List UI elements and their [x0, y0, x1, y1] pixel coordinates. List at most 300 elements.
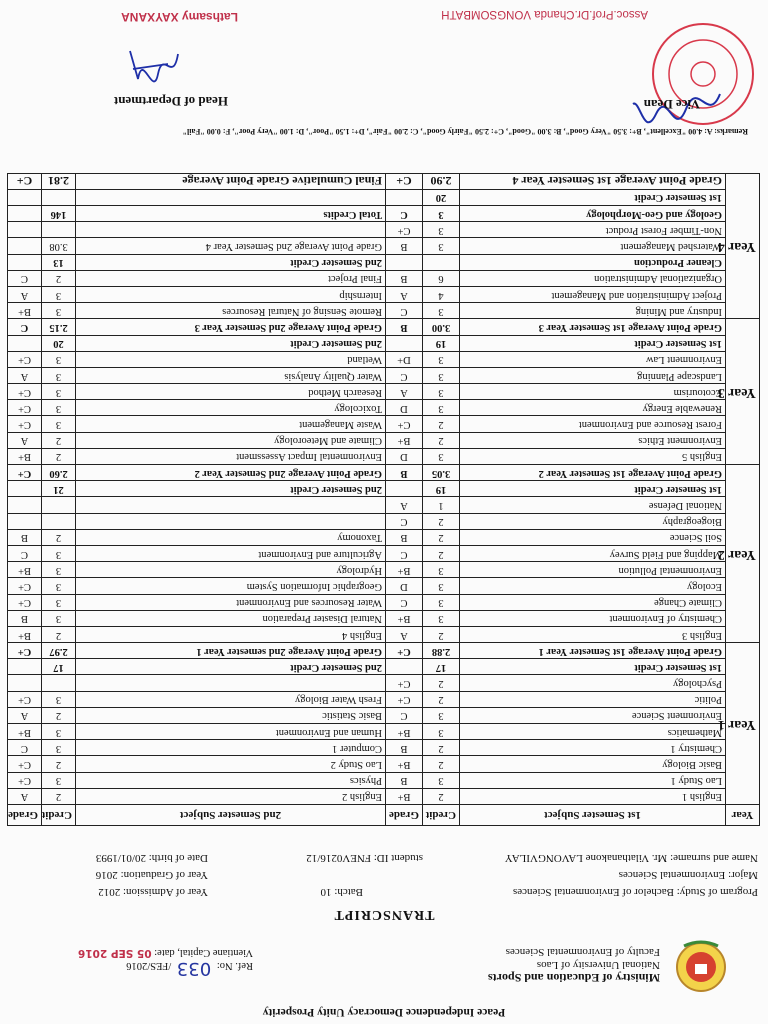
sem2-subject: Human and Environment — [76, 724, 386, 740]
sem1-credit: 3 — [423, 351, 460, 367]
gpa-sem2-credit: 2.81 — [42, 173, 76, 189]
national-motto: Peace Independence Democracy Unity Prosperity — [262, 1006, 506, 1018]
gpa-sem1-subject: Grade Point Average 1st Semester Year 3 — [460, 319, 726, 335]
sem2-grade: A — [8, 707, 42, 723]
vice-dean-name: Assoc.Prof.Dr.Chanda VONGSOMBATH — [441, 8, 648, 20]
table-row — [8, 756, 760, 772]
sem1-credit: 3 — [423, 367, 460, 383]
sem1-subject: English 3 — [460, 626, 726, 642]
sem2-subject: Geographic Information System — [76, 578, 386, 594]
sem2-credit: 2 — [42, 529, 76, 545]
sem1-subject: Landscape Planning — [460, 367, 726, 383]
sem1-subject: Geology and Geo-Morphology — [460, 206, 726, 222]
table-row — [8, 562, 760, 578]
sem2-credit: 3 — [42, 287, 76, 303]
sem2-subject: Internship — [76, 287, 386, 303]
sem1-grade: A — [386, 287, 423, 303]
sem1-subject: Environment Ethics — [460, 432, 726, 448]
gpa-row — [8, 465, 760, 481]
sem2-grade — [8, 238, 42, 254]
sem1-subject: Environmental Pollution — [460, 562, 726, 578]
year-label: Year 1 — [726, 643, 760, 805]
sem1-subject: Mathematics — [460, 724, 726, 740]
head-of-department-label: Head of Department — [113, 94, 228, 109]
sem2-grade — [8, 222, 42, 238]
sem2-grade: C+ — [8, 772, 42, 788]
sem2-grade — [8, 497, 42, 513]
table-row — [8, 691, 760, 707]
table-row — [8, 707, 760, 723]
table-row — [8, 610, 760, 626]
sem1-grade: C — [386, 513, 423, 529]
sem1-credit: 3 — [423, 610, 460, 626]
sem1-grade: C — [386, 594, 423, 610]
year-label: Year 2 — [726, 465, 760, 643]
program-of-study: Program of Study: Bachelor of Environmental Sciences — [513, 886, 758, 898]
sem2-grade: C+ — [8, 691, 42, 707]
year-label: Year 4 — [726, 173, 760, 319]
sem2-credit: 20 — [42, 335, 76, 351]
sem2-credit: 3 — [42, 303, 76, 319]
sem1-credit: 6 — [423, 270, 460, 286]
gpa-row — [8, 319, 760, 335]
sem1-subject: English 1 — [460, 788, 726, 804]
sem1-credit: 2 — [423, 675, 460, 691]
head-signature-icon — [118, 44, 188, 89]
sem1-grade: C+ — [386, 691, 423, 707]
sem2-grade: C+ — [8, 594, 42, 610]
col-header-sem1-grade: Grade — [386, 805, 423, 826]
sem2-credit — [42, 189, 76, 205]
sem2-grade: C+ — [8, 400, 42, 416]
ref-number: 033 — [176, 958, 212, 979]
university-emblem-icon — [670, 936, 732, 994]
sem2-credit: 2 — [42, 756, 76, 772]
sem1-grade: D+ — [386, 351, 423, 367]
sem1-grade: A — [386, 384, 423, 400]
sem2-subject: Research Method — [76, 384, 386, 400]
sem1-subject: National Defense — [460, 497, 726, 513]
ministry-name: Ministry of Education and Sports — [487, 971, 660, 985]
sem1-grade: B — [386, 270, 423, 286]
major: Major: Environmental Sciences — [618, 869, 758, 881]
sem2-subject: Climate and Meteorology — [76, 432, 386, 448]
sem2-grade — [8, 254, 42, 270]
table-row — [8, 481, 760, 497]
sem2-subject: Computer 1 — [76, 740, 386, 756]
sem1-grade: C — [386, 206, 423, 222]
gpa-sem1-subject: Grade Point Average 1st Semester Year 1 — [460, 643, 726, 659]
gpa-row — [8, 643, 760, 659]
sem1-subject: Non-Timber Forest Product — [460, 222, 726, 238]
sem2-grade: C+ — [8, 756, 42, 772]
sem1-subject: Industry and Mining — [460, 303, 726, 319]
sem1-credit: 3 — [423, 303, 460, 319]
sem2-grade: C+ — [8, 384, 42, 400]
table-row — [8, 724, 760, 740]
table-row — [8, 546, 760, 562]
sem2-grade: B+ — [8, 724, 42, 740]
sem1-subject: Politic — [460, 691, 726, 707]
sem1-grade: D — [386, 448, 423, 464]
sem2-grade: C — [8, 740, 42, 756]
sem1-credit: 3 — [423, 384, 460, 400]
sem1-grade: C+ — [386, 416, 423, 432]
gpa-sem1-grade: C+ — [386, 173, 423, 189]
sem2-subject: Remote Sensing of Natural Resources — [76, 303, 386, 319]
sem2-grade — [8, 189, 42, 205]
gpa-sem2-subject: Grade Point Average 2nd Semester Year 2 — [76, 465, 386, 481]
sem1-subject: Renewable Energy — [460, 400, 726, 416]
ref-suffix: /FES/2016 — [126, 960, 172, 971]
sem1-credit: 3 — [423, 206, 460, 222]
ref-label: Ref. No: — [216, 960, 253, 971]
sem1-grade: C — [386, 546, 423, 562]
sem2-grade: C+ — [8, 351, 42, 367]
table-row — [8, 384, 760, 400]
year-of-admission: Year of Admission: 2012 — [98, 886, 208, 898]
table-row — [8, 400, 760, 416]
sem2-grade: C — [8, 546, 42, 562]
col-header-sem2-grade: Grade — [8, 805, 42, 826]
table-row — [8, 222, 760, 238]
sem1-credit: 17 — [423, 659, 460, 675]
sem2-credit: 3 — [42, 400, 76, 416]
sem1-subject: Psychology — [460, 675, 726, 691]
gpa-sem2-subject: Final Cumulative Grade Point Average — [76, 173, 386, 189]
sem1-subject: Lao Study 1 — [460, 772, 726, 788]
year-label: Year 3 — [726, 319, 760, 465]
sem1-credit: 19 — [423, 335, 460, 351]
sem2-credit: 13 — [42, 254, 76, 270]
page-title: TRANSCRIPT — [333, 907, 435, 922]
sem2-credit: 21 — [42, 481, 76, 497]
gpa-sem2-subject: Grade Point Average 2nd Semester Year 3 — [76, 319, 386, 335]
sem2-subject: Natural Disaster Preparation — [76, 610, 386, 626]
gpa-sem1-subject: Grade Point Average 1st Semester Year 2 — [460, 465, 726, 481]
institution-block — [488, 945, 660, 984]
sem1-subject: Organizational Administration — [460, 270, 726, 286]
gpa-sem1-credit: 2.88 — [423, 643, 460, 659]
sem1-subject: Cleaner Production — [460, 254, 726, 270]
gpa-sem2-grade: C+ — [8, 173, 42, 189]
table-row — [8, 270, 760, 286]
sem2-subject: Hydrology — [76, 562, 386, 578]
date-stamp: 05 SEP 2016 — [78, 947, 152, 959]
sem1-grade: C+ — [386, 675, 423, 691]
gpa-sem2-credit: 2.60 — [42, 465, 76, 481]
sem2-grade: A — [8, 367, 42, 383]
sem2-subject: Environmental Impact Assessment — [76, 448, 386, 464]
sem2-credit: 3 — [42, 740, 76, 756]
gpa-sem2-credit: 2.15 — [42, 319, 76, 335]
sem1-grade: B+ — [386, 756, 423, 772]
sem1-subject: English 5 — [460, 448, 726, 464]
col-header-sem2-subject: 2nd Semester Subject — [76, 805, 386, 826]
sem2-grade: B — [8, 610, 42, 626]
sem1-grade: B+ — [386, 724, 423, 740]
sem1-subject: Ecotourism — [460, 384, 726, 400]
table-row — [8, 772, 760, 788]
sem1-grade: B+ — [386, 432, 423, 448]
sem2-grade — [8, 206, 42, 222]
table-row — [8, 788, 760, 804]
table-row — [8, 189, 760, 205]
sem1-grade: B+ — [386, 610, 423, 626]
sem2-grade: A — [8, 432, 42, 448]
grades-table — [7, 173, 760, 826]
sem1-credit — [423, 254, 460, 270]
sem1-credit: 3 — [423, 578, 460, 594]
gpa-sem2-grade: C+ — [8, 465, 42, 481]
sem2-grade — [8, 675, 42, 691]
sem2-grade — [8, 659, 42, 675]
place-date-label: Vientiane Capital, date: — [154, 947, 253, 958]
sem1-subject: Project Administration and Management — [460, 287, 726, 303]
sem1-credit: 3 — [423, 222, 460, 238]
sem2-subject: Fresh Water Biology — [76, 691, 386, 707]
sem1-grade — [386, 335, 423, 351]
batch: Batch: 10 — [320, 886, 363, 898]
sem1-credit: 2 — [423, 546, 460, 562]
sem1-credit: 3 — [423, 562, 460, 578]
table-row — [8, 626, 760, 642]
sem2-credit: 3.08 — [42, 238, 76, 254]
sem2-credit: 2 — [42, 270, 76, 286]
table-row — [8, 238, 760, 254]
sem2-subject: Lao Study 2 — [76, 756, 386, 772]
sem1-subject: Forest Resource and Environment — [460, 416, 726, 432]
sem2-credit — [42, 675, 76, 691]
sem1-credit: 2 — [423, 529, 460, 545]
sem2-credit: 2 — [42, 788, 76, 804]
sem2-credit: 3 — [42, 610, 76, 626]
sem2-subject: Wetland — [76, 351, 386, 367]
sem2-credit: 3 — [42, 562, 76, 578]
sem2-subject — [76, 222, 386, 238]
sem1-subject: Climate Change — [460, 594, 726, 610]
sem2-subject: 2nd Semester Credit — [76, 481, 386, 497]
sem2-credit: 3 — [42, 594, 76, 610]
table-row — [8, 303, 760, 319]
gpa-sem1-grade: B — [386, 319, 423, 335]
sem2-credit: 3 — [42, 416, 76, 432]
col-header-sem1-credit: Credit — [423, 805, 460, 826]
sem2-subject: Basic Statistic — [76, 707, 386, 723]
faculty-name: Faculty of Environmental Sciences — [505, 946, 660, 958]
gpa-sem1-credit: 3.00 — [423, 319, 460, 335]
sem1-grade: B+ — [386, 788, 423, 804]
table-row — [8, 448, 760, 464]
table-row — [8, 206, 760, 222]
sem1-grade: B — [386, 529, 423, 545]
sem2-grade: C+ — [8, 416, 42, 432]
sem1-subject: Biogeography — [460, 513, 726, 529]
col-header-sem1-subject: 1st Semester Subject — [460, 805, 726, 826]
vice-dean-label: Vice Dean — [643, 97, 700, 112]
sem2-subject: Grade Point Average 2nd Semester Year 4 — [76, 238, 386, 254]
sem1-credit: 3 — [423, 594, 460, 610]
sem1-credit: 2 — [423, 788, 460, 804]
sem2-grade: B+ — [8, 448, 42, 464]
sem2-credit: 3 — [42, 691, 76, 707]
sem2-credit: 3 — [42, 546, 76, 562]
grades-table-container — [8, 138, 760, 826]
sem2-credit — [42, 497, 76, 513]
sem2-subject: 2nd Semester Credit — [76, 335, 386, 351]
sem2-subject: Water Resources and Environment — [76, 594, 386, 610]
sem2-subject: English 4 — [76, 626, 386, 642]
sem2-subject: Water Quality Analysis — [76, 367, 386, 383]
table-row — [8, 578, 760, 594]
table-row — [8, 659, 760, 675]
table-header-row — [8, 805, 760, 826]
sem1-subject: 1st Semester Credit — [460, 659, 726, 675]
table-row — [8, 529, 760, 545]
student-name: Name and surname: Mr. Vilathanakone LAVONGVILAY — [504, 852, 758, 864]
sem1-grade — [386, 481, 423, 497]
gpa-sem2-credit: 2.97 — [42, 643, 76, 659]
sem2-subject — [76, 497, 386, 513]
sem2-credit — [42, 513, 76, 529]
sem2-subject: Waste Management — [76, 416, 386, 432]
sem1-grade: C+ — [386, 222, 423, 238]
sem1-subject: Environment Science — [460, 707, 726, 723]
date-of-birth: Date of birth: 20/01/1993 — [95, 852, 208, 864]
gpa-sem2-subject: Grade Point Average 2nd semester Year 1 — [76, 643, 386, 659]
sem1-credit: 3 — [423, 400, 460, 416]
sem2-subject — [76, 675, 386, 691]
sem1-subject: 1st Semester Credit — [460, 335, 726, 351]
sem1-credit: 2 — [423, 756, 460, 772]
sem1-grade — [386, 659, 423, 675]
sem1-credit: 2 — [423, 740, 460, 756]
sem2-credit: 3 — [42, 772, 76, 788]
sem1-credit: 3 — [423, 772, 460, 788]
sem1-grade: A — [386, 497, 423, 513]
grading-remarks: Remarks: A: 4.00 "Excellent", B+: 3.50 "Very Good", B: 3.00 "Good", C+: 2.50 "Fairly Good", C: 2.00 "Fair", D+: 1.50 "Poor", D: 1.00 "Very Poor", F: 0.00 "Fail" — [182, 127, 748, 136]
sem2-credit: 17 — [42, 659, 76, 675]
gpa-sem1-grade: B — [386, 465, 423, 481]
sem2-credit: 3 — [42, 578, 76, 594]
sem2-credit: 146 — [42, 206, 76, 222]
sem2-credit: 3 — [42, 351, 76, 367]
table-row — [8, 335, 760, 351]
head-name: Lathsamy XAYXANA — [121, 10, 238, 24]
sem2-credit — [42, 222, 76, 238]
sem1-credit: 1 — [423, 497, 460, 513]
sem2-credit: 2 — [42, 432, 76, 448]
sem2-subject: Final Project — [76, 270, 386, 286]
sem2-subject — [76, 513, 386, 529]
sem1-grade: D — [386, 400, 423, 416]
sem1-credit: 20 — [423, 189, 460, 205]
sem1-grade: B+ — [386, 562, 423, 578]
gpa-sem1-subject: Grade Point Average 1st Semester Year 4 — [460, 173, 726, 189]
sem1-grade: C — [386, 303, 423, 319]
sem1-subject: Basic Biology — [460, 756, 726, 772]
sem2-subject: 2nd Semester Credit — [76, 254, 386, 270]
sem1-subject: Soil Science — [460, 529, 726, 545]
table-row — [8, 513, 760, 529]
sem1-credit: 3 — [423, 707, 460, 723]
sem1-credit: 3 — [423, 724, 460, 740]
table-row — [8, 497, 760, 513]
grades-body — [8, 173, 760, 804]
sem1-subject: Chemistry 1 — [460, 740, 726, 756]
sem1-credit: 2 — [423, 691, 460, 707]
sem2-subject: Total Credits — [76, 206, 386, 222]
reference-block — [78, 946, 253, 979]
sem1-grade — [386, 189, 423, 205]
sem1-subject: Chemistry of Environment — [460, 610, 726, 626]
sem2-credit: 2 — [42, 448, 76, 464]
student-id: student ID: FNEV0216/12 — [306, 852, 423, 864]
sem1-grade: A — [386, 626, 423, 642]
university-name: National University of Laos — [536, 959, 660, 971]
table-row — [8, 351, 760, 367]
sem1-subject: Watershed Management — [460, 238, 726, 254]
sem2-credit: 3 — [42, 724, 76, 740]
sem1-grade: C — [386, 367, 423, 383]
sem2-grade: A — [8, 788, 42, 804]
sem2-credit: 2 — [42, 707, 76, 723]
sem1-subject: 1st Semester Credit — [460, 481, 726, 497]
sem2-grade: B — [8, 529, 42, 545]
sem2-grade: C+ — [8, 578, 42, 594]
sem2-subject: 2nd Semester Credit — [76, 659, 386, 675]
sem1-credit: 2 — [423, 416, 460, 432]
sem2-grade: B+ — [8, 626, 42, 642]
sem1-credit: 3 — [423, 448, 460, 464]
sem1-grade — [386, 254, 423, 270]
sem1-grade: B — [386, 772, 423, 788]
sem1-subject: 1st Semester Credit — [460, 189, 726, 205]
sem2-grade: B+ — [8, 303, 42, 319]
col-header-sem2-credit: Credit — [42, 805, 76, 826]
sem2-grade: A — [8, 287, 42, 303]
table-row — [8, 432, 760, 448]
table-row — [8, 254, 760, 270]
sem1-grade: D — [386, 578, 423, 594]
sem2-subject — [76, 189, 386, 205]
table-row — [8, 367, 760, 383]
sem2-subject: Toxicology — [76, 400, 386, 416]
sem2-subject: Physics — [76, 772, 386, 788]
sem2-credit: 2 — [42, 626, 76, 642]
table-row — [8, 416, 760, 432]
gpa-sem2-grade: C — [8, 319, 42, 335]
sem2-grade: B+ — [8, 562, 42, 578]
sem1-grade: B — [386, 238, 423, 254]
sem1-credit: 2 — [423, 513, 460, 529]
gpa-sem1-credit: 2.90 — [423, 173, 460, 189]
sem1-grade: B — [386, 740, 423, 756]
sem1-grade: C — [386, 707, 423, 723]
sem1-credit: 2 — [423, 626, 460, 642]
sem1-credit: 4 — [423, 287, 460, 303]
gpa-sem2-grade: C+ — [8, 643, 42, 659]
sem1-credit: 19 — [423, 481, 460, 497]
sem1-credit: 2 — [423, 432, 460, 448]
gpa-sem1-credit: 3.05 — [423, 465, 460, 481]
gpa-sem1-grade: C+ — [386, 643, 423, 659]
sem2-grade — [8, 513, 42, 529]
col-header-year: Year — [726, 805, 760, 826]
table-row — [8, 594, 760, 610]
sem2-grade — [8, 481, 42, 497]
sem2-subject: Agriculture and Environment — [76, 546, 386, 562]
